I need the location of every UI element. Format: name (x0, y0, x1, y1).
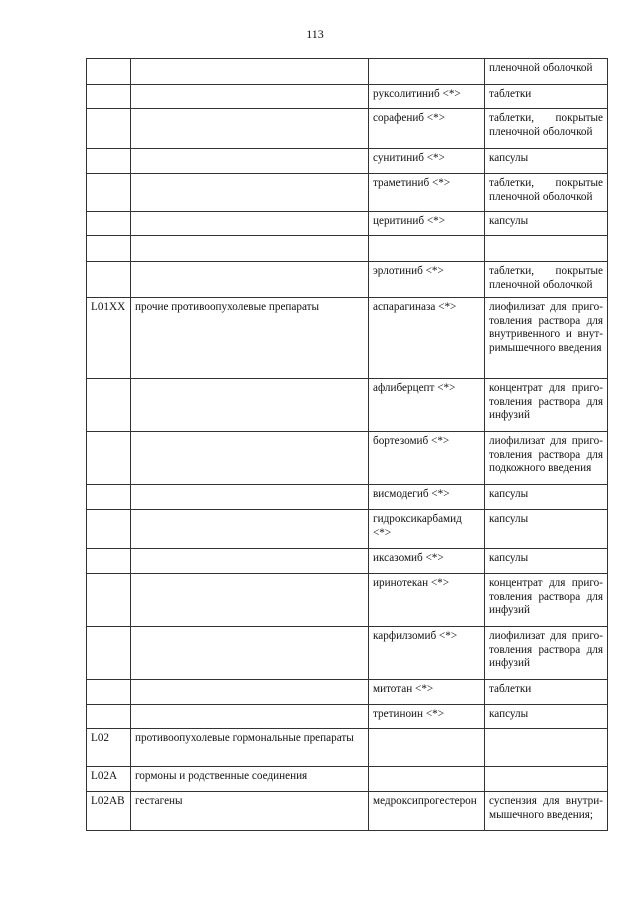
anatomical-therapeutic-group-cell (131, 510, 369, 549)
anatomical-therapeutic-group-cell (131, 379, 369, 432)
dosage-form-cell: лиофилизат для приго-товления раствора для подкожного введения (485, 432, 608, 485)
anatomical-therapeutic-group-cell (131, 432, 369, 485)
atc-code-cell (87, 432, 131, 485)
page-number: 113 (306, 27, 324, 41)
atc-code-cell: L02AB (87, 792, 131, 831)
atc-code-cell (87, 174, 131, 212)
drug-name-cell: сорафениб <*> (369, 109, 485, 149)
dosage-form-cell: лиофилизат для приго-товления раствора для инфузий (485, 627, 608, 680)
atc-code-cell: L02A (87, 767, 131, 792)
atc-code-cell (87, 680, 131, 705)
drug-name-cell: иринотекан <*> (369, 574, 485, 627)
drug-name-cell (369, 236, 485, 262)
dosage-form-cell (485, 767, 608, 792)
table-row (87, 792, 608, 831)
anatomical-therapeutic-group-cell: противоопухолевые гормональные препараты (131, 729, 369, 767)
dosage-form-cell: капсулы (485, 485, 608, 510)
drug-name-cell (369, 59, 485, 85)
atc-code-cell (87, 705, 131, 729)
atc-code-cell (87, 212, 131, 236)
anatomical-therapeutic-group-cell (131, 549, 369, 574)
table-row (87, 59, 608, 85)
anatomical-therapeutic-group-cell (131, 680, 369, 705)
dosage-form-cell: суспензия для внутри-мышечного введения; (485, 792, 608, 831)
atc-code-cell (87, 236, 131, 262)
anatomical-therapeutic-group-cell: прочие противоопухолевые препараты (131, 298, 369, 379)
anatomical-therapeutic-group-cell (131, 85, 369, 109)
anatomical-therapeutic-group-cell (131, 236, 369, 262)
anatomical-therapeutic-group-cell: гестагены (131, 792, 369, 831)
drug-name-cell: третиноин <*> (369, 705, 485, 729)
drug-name-cell: карфилзомиб <*> (369, 627, 485, 680)
dosage-form-cell: таблетки, покрытые пленочной оболочкой (485, 262, 608, 298)
atc-code-cell (87, 485, 131, 510)
table-body (87, 59, 608, 831)
drug-name-cell: висмодегиб <*> (369, 485, 485, 510)
atc-code-cell (87, 109, 131, 149)
anatomical-therapeutic-group-cell (131, 174, 369, 212)
dosage-form-cell: таблетки (485, 680, 608, 705)
drug-name-cell: афлиберцепт <*> (369, 379, 485, 432)
table-row (87, 149, 608, 174)
table-row (87, 705, 608, 729)
table-row (87, 510, 608, 549)
atc-code-cell (87, 627, 131, 680)
drug-name-cell: гидроксикарбамид <*> (369, 510, 485, 549)
drug-name-cell: руксолитиниб <*> (369, 85, 485, 109)
drug-name-cell (369, 767, 485, 792)
anatomical-therapeutic-group-cell (131, 574, 369, 627)
dosage-form-cell: таблетки (485, 85, 608, 109)
table-row (87, 262, 608, 298)
atc-code-cell: L01XX (87, 298, 131, 379)
anatomical-therapeutic-group-cell (131, 109, 369, 149)
drug-name-cell: эрлотиниб <*> (369, 262, 485, 298)
atc-code-cell (87, 262, 131, 298)
anatomical-therapeutic-group-cell (131, 149, 369, 174)
dosage-form-cell: пленочной оболочкой (485, 59, 608, 85)
atc-code-cell (87, 379, 131, 432)
table-row (87, 549, 608, 574)
dosage-form-cell: таблетки, покрытые пленочной оболочкой (485, 174, 608, 212)
table-row (87, 432, 608, 485)
table-row (87, 729, 608, 767)
dosage-form-cell: капсулы (485, 212, 608, 236)
table-row (87, 109, 608, 149)
atc-code-cell: L02 (87, 729, 131, 767)
drug-name-cell (369, 729, 485, 767)
table-row (87, 85, 608, 109)
drug-name-cell: митотан <*> (369, 680, 485, 705)
drug-name-cell: церитиниб <*> (369, 212, 485, 236)
atc-code-cell (87, 574, 131, 627)
atc-code-cell (87, 549, 131, 574)
atc-code-cell (87, 510, 131, 549)
anatomical-therapeutic-group-cell: гормоны и родственные соединения (131, 767, 369, 792)
dosage-form-cell: таблетки, покрытые пленочной оболочкой (485, 109, 608, 149)
drug-list-table (86, 58, 608, 831)
atc-code-cell (87, 85, 131, 109)
anatomical-therapeutic-group-cell (131, 212, 369, 236)
dosage-form-cell (485, 729, 608, 767)
table-row (87, 767, 608, 792)
table-row (87, 485, 608, 510)
anatomical-therapeutic-group-cell (131, 59, 369, 85)
dosage-form-cell: концентрат для приго-товления раствора для инфузий (485, 379, 608, 432)
table-row (87, 574, 608, 627)
dosage-form-cell: капсулы (485, 510, 608, 549)
table-row (87, 236, 608, 262)
drug-name-cell: иксазомиб <*> (369, 549, 485, 574)
table-row (87, 680, 608, 705)
table-row (87, 298, 608, 379)
drug-name-cell: бортезомиб <*> (369, 432, 485, 485)
table-row (87, 212, 608, 236)
dosage-form-cell: капсулы (485, 549, 608, 574)
table-row (87, 379, 608, 432)
dosage-form-cell: капсулы (485, 149, 608, 174)
dosage-form-cell (485, 236, 608, 262)
drug-name-cell: траметиниб <*> (369, 174, 485, 212)
drug-name-cell: сунитиниб <*> (369, 149, 485, 174)
atc-code-cell (87, 59, 131, 85)
table-row (87, 174, 608, 212)
atc-code-cell (87, 149, 131, 174)
anatomical-therapeutic-group-cell (131, 705, 369, 729)
anatomical-therapeutic-group-cell (131, 485, 369, 510)
dosage-form-cell: лиофилизат для приго-товления раствора для внутривенного и внут-римышечного введения (485, 298, 608, 379)
table-row (87, 627, 608, 680)
dosage-form-cell: концентрат для приго-товления раствора для инфузий (485, 574, 608, 627)
dosage-form-cell: капсулы (485, 705, 608, 729)
drug-name-cell: медроксипрогестерон (369, 792, 485, 831)
anatomical-therapeutic-group-cell (131, 627, 369, 680)
drug-name-cell: аспарагиназа <*> (369, 298, 485, 379)
anatomical-therapeutic-group-cell (131, 262, 369, 298)
